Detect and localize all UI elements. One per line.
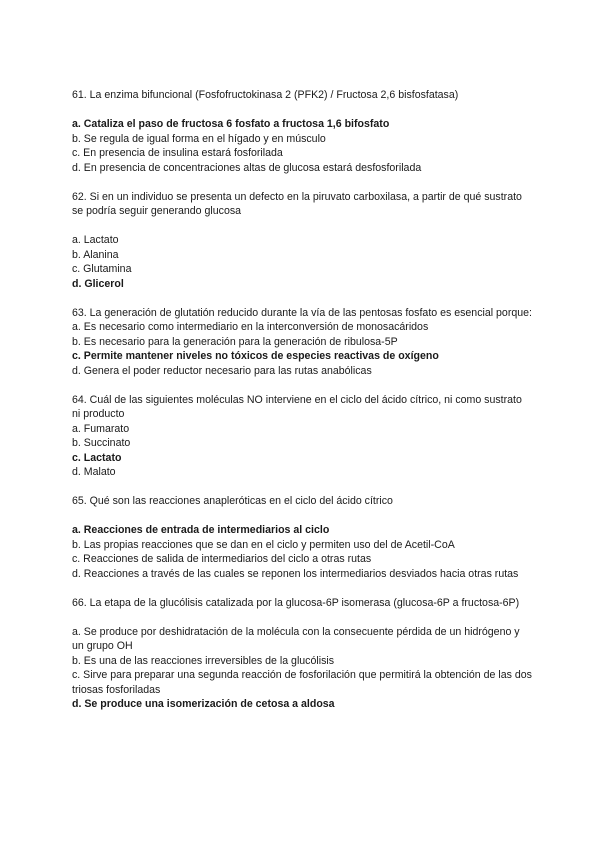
option-c: c. Glutamina (72, 263, 132, 275)
exam-page (72, 88, 532, 712)
option-b: b. Es necesario para la generación para la generación de ribulosa-5P (72, 335, 398, 348)
option-d: d. Reacciones a través de las cuales se reponen los intermediarios desviados hacia otras rutas (72, 567, 519, 580)
option-d: d. Genera el poder reductor necesario para las rutas anabólicas (72, 364, 372, 377)
option-a: a. Es necesario como intermediario en la interconversión de monosacáridos (72, 321, 429, 333)
question-stem: 62. Si en un individuo se presenta un defecto en la piruvato carboxilasa, a partir de qué sustrato se podría seguir generando glucosa (72, 190, 522, 217)
question-61 (72, 88, 532, 175)
option-d-correct: d. Se produce una isomerización de cetosa a aldosa (72, 698, 335, 710)
option-d-correct: d. Glicerol (72, 277, 124, 290)
option-b: b. Se regula de igual forma en el hígado y en músculo (72, 132, 326, 145)
option-c: c. Sirve para preparar una segunda reacción de fosforilación que permitirá la obtención de las dos triosas fosforiladas (72, 669, 532, 696)
option-a: a. Lactato (72, 234, 119, 246)
option-b: b. Succinato (72, 437, 131, 449)
option-b: b. Es una de las reacciones irreversibles de la glucólisis (72, 654, 335, 667)
option-b: b. Las propias reacciones que se dan en el ciclo y permiten uso del de Acetil-CoA (72, 538, 455, 551)
option-c: c. Reacciones de salida de intermediarios del ciclo a otras rutas (72, 553, 372, 565)
question-stem: 66. La etapa de la glucólisis catalizada por la glucosa-6P isomerasa (glucosa-6P a fructosa-6P) (72, 596, 520, 609)
option-c-correct: c. Permite mantener niveles no tóxicos de especies reactivas de oxígeno (72, 350, 439, 362)
question-stem: 61. La enzima bifuncional (Fosfofructokinasa 2 (PFK2) / Fructosa 2,6 bisfosfatasa) (72, 89, 459, 101)
option-a: a. Fumarato (72, 422, 130, 435)
question-stem: 64. Cuál de las siguientes moléculas NO interviene en el ciclo del ácido cítrico, ni como sustrato ni producto (72, 393, 522, 420)
question-stem: 65. Qué son las reacciones anapleróticas en el ciclo del ácido cítrico (72, 495, 393, 507)
question-66 (72, 596, 532, 712)
option-c-correct: c. Lactato (72, 451, 122, 464)
option-d: d. Malato (72, 466, 116, 478)
question-65 (72, 494, 532, 581)
option-a-correct: a. Cataliza el paso de fructosa 6 fosfato a fructosa 1,6 bifosfato (72, 118, 390, 130)
question-stem: 63. La generación de glutatión reducido durante la vía de las pentosas fosfato es esencial porque: (72, 306, 532, 319)
option-a-correct: a. Reacciones de entrada de intermediarios al ciclo (72, 524, 330, 536)
option-a: a. Se produce por deshidratación de la molécula con la consecuente pérdida de un hidrógeno y un grupo OH (72, 625, 520, 652)
option-d: d. En presencia de concentraciones altas de glucosa estará desfosforilada (72, 161, 422, 174)
option-c: c. En presencia de insulina estará fosforilada (72, 147, 283, 159)
question-64 (72, 393, 532, 480)
question-62 (72, 190, 532, 292)
option-b: b. Alanina (72, 248, 119, 261)
question-63 (72, 306, 532, 379)
